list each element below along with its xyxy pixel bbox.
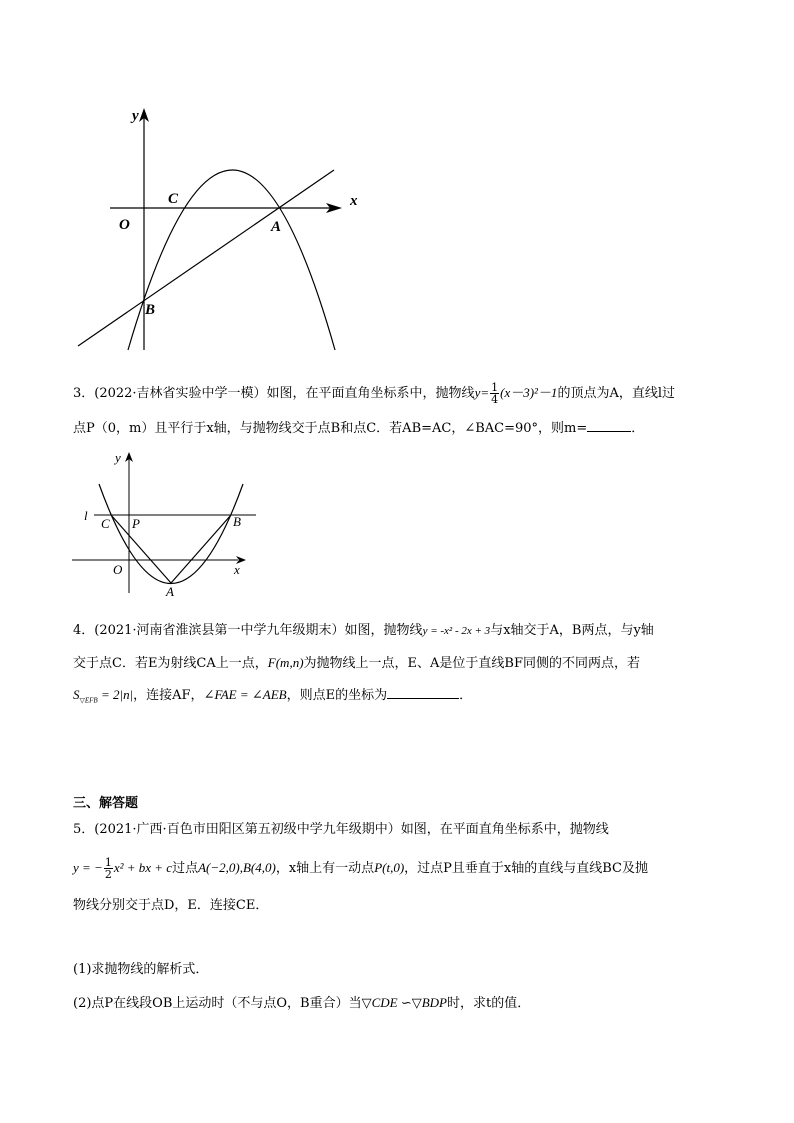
section-3-title: 三、解答题 [73,796,139,811]
q5-sub2-similarity: ▽CDE ∽▽BDP [361,995,448,1010]
q5-line-1 [73,821,609,839]
q4-line3-mid: ，连接AF， [133,688,204,703]
label-x: x [350,193,358,209]
label-a: A [271,219,282,235]
q3-line-1 [73,382,675,405]
q3-eq-y: y= [474,385,490,400]
q4-line3-suffix: ，则点E的坐标为 [286,688,388,703]
q4-line-2 [73,654,640,673]
label-b: B [145,302,156,318]
label-c: C [168,191,179,207]
q3-line-2 [73,420,644,438]
q4-line1-prefix: 4．(2021·河南省淮滨县第一中学九年级期末）如图，抛物线 [73,623,423,638]
segment-ab [171,515,231,583]
q5-line-2 [73,857,648,880]
q5-point-p: P(t,0) [374,860,405,875]
q3-frac-num: 1 [491,381,499,394]
q5-sub1-text: (1)求抛物线的解析式． [73,962,209,977]
q4-line-3 [73,686,472,710]
figure-1-diagram [70,100,370,355]
q3-fraction [490,382,499,405]
q5-subquestion-1 [73,961,208,979]
q5-subquestion-2 [73,994,530,1013]
q4-area-symbol: S [73,687,80,702]
q5-line1-text: 5．(2021·广西·百色市田阳区第五初级中学九年级期中）如图，在平面直角坐标系中，抛物线 [73,822,609,837]
q5-frac-num: 1 [104,856,112,869]
label-p: P [132,516,140,531]
q3-after-eq: 的顶点为A，直线l过 [557,386,675,401]
q3-eq-rest: (x－3)²－1 [500,385,558,400]
q4-line1-suffix: 与x轴交于A，B两点，与y轴 [490,623,654,638]
q3-answer-blank[interactable] [587,431,631,432]
line-ab [78,170,334,346]
q4-line-1 [73,622,654,640]
q4-line1-eq: y = -x² - 2x + 3 [422,625,491,637]
label-l: l [84,508,88,523]
q4-angle-eq: ∠FAE = ∠AEB [203,687,287,702]
label-a: A [166,584,174,598]
q4-area-eq: = 2|n| [97,687,134,702]
q5-points: A(−2,0),B(4,0) [198,860,276,875]
label-y: y [132,108,139,124]
q3-frac-den: 4 [491,393,499,406]
q5-line-3 [73,897,268,915]
q5-sub2-suffix: 时，求t的值． [447,996,531,1011]
q4-area-subscript: ▽EFB [79,696,98,705]
q5-eq-y: y = − [73,860,103,875]
q5-sub2-prefix: (2)点P在线段OB上运动时（不与点O，B重合）当 [73,996,362,1011]
q5-line2-suffix: ，过点P且垂直于x轴的直线与直线BC及抛 [404,861,648,876]
label-y: y [115,450,121,465]
parabola-curve [128,170,335,350]
q3-line2-text: 点P（0，m）且平行于x轴，与抛物线交于点B和点C．若AB=AC，∠BAC=90°，则m= [73,421,588,436]
q5-frac-den: 2 [104,868,112,881]
label-c: C [101,516,110,531]
label-o: O [113,562,123,577]
q5-line3-text: 物线分别交于点D，E．连接CE． [73,898,269,913]
figure-2-diagram [70,448,260,598]
q5-line2-mid2: ，x轴上有一动点 [275,861,375,876]
q5-fraction [104,857,113,880]
q4-answer-blank[interactable] [387,698,459,699]
q4-line2-eq: F(m,n) [267,655,304,670]
q4-end: ． [459,688,473,703]
q3-end: ． [631,421,645,436]
q4-line2-prefix: 交于点C．若E为射线CA上一点， [73,656,268,671]
label-o: O [119,217,130,233]
q4-line2-suffix: 为抛物线上一点，E、A是位于直线BF同侧的不同两点，若 [303,656,640,671]
q5-eq-rest: x² + bx + c [113,860,173,875]
q3-prefix: 3．(2022·吉林省实验中学一模）如图，在平面直角坐标系中，抛物线 [73,386,475,401]
q5-line2-mid: 过点 [172,861,199,876]
label-x: x [234,562,240,577]
label-b: B [233,514,241,529]
